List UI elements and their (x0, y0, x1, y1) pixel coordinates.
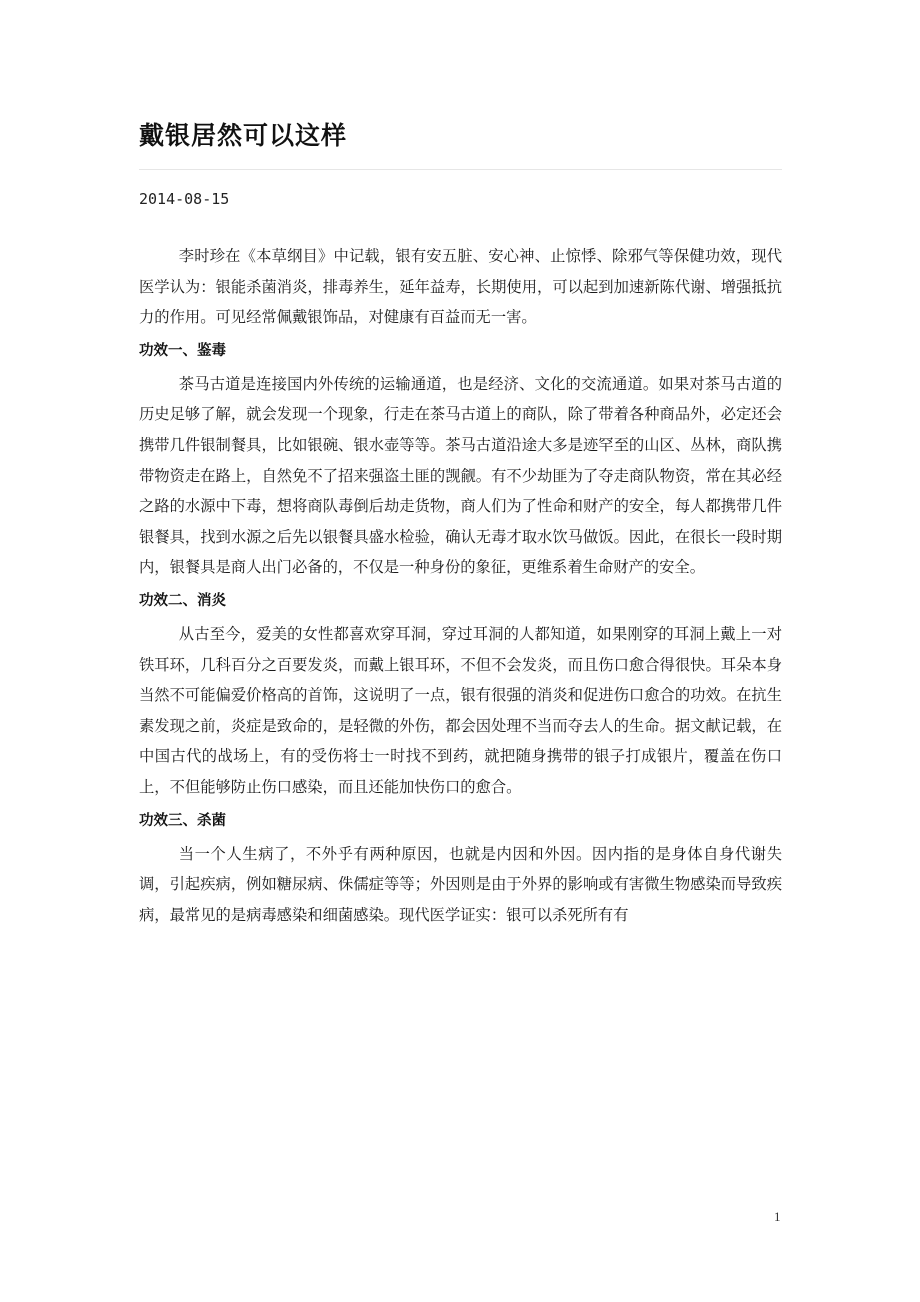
page-number: 1 (774, 1209, 781, 1224)
section-heading-1: 功效一、鉴毒 (139, 342, 226, 359)
intro-paragraph: 李时珍在《本草纲目》中记载，银有安五脏、安心神、止惊悸、除邪气等保健功效，现代医学认为：银能杀菌消炎，排毒养生，延年益寿，长期使用，可以起到加速新陈代谢、增强抵抗力的作用。可见经常佩戴银饰品，对健康有百益而无一害。 (139, 247, 782, 327)
title-divider (139, 169, 782, 170)
section-heading-3: 功效三、杀菌 (139, 812, 226, 829)
article-body (139, 241, 782, 930)
section-heading-2: 功效二、消炎 (139, 592, 226, 609)
article-date: 2014-08-15 (139, 190, 230, 208)
section-paragraph-3: 当一个人生病了，不外乎有两种原因，也就是内因和外因。因内指的是身体自身代谢失调，引起疾病，例如糖尿病、侏儒症等等；外因则是由于外界的影响或有害微生物感染而导致疾病，最常见的是病毒感染和细菌感染。现代医学证实：银可以杀死所有有 (139, 844, 782, 924)
section-paragraph-1: 茶马古道是连接国内外传统的运输通道，也是经济、文化的交流通道。如果对茶马古道的历史足够了解，就会发现一个现象，行走在茶马古道上的商队，除了带着各种商品外，必定还会携带几件银制餐具，比如银碗、银水壶等等。茶马古道沿途大多是迹罕至的山区、丛林，商队携带物资走在路上，自然免不了招来强盗土匪的觊觎。有不少劫匪为了夺走商队物资，常在其必经之路的水源中下毒，想将商队毒倒后劫走货物，商人们为了性命和财产的安全，每人都携带几件银餐具，找到水源之后先以银餐具盛水检验，确认无毒才取水饮马做饭。因此，在很长一段时期内，银餐具是商人出门必备的，不仅是一种身份的象征，更维系着生命财产的安全。 (139, 374, 782, 577)
article-title: 戴银居然可以这样 (139, 121, 348, 150)
section-paragraph-2: 从古至今，爱美的女性都喜欢穿耳洞，穿过耳洞的人都知道，如果刚穿的耳洞上戴上一对铁耳环，几科百分之百要发炎，而戴上银耳环，不但不会发炎，而且伤口愈合得很快。耳朵本身当然不可能偏爱价格高的首饰，这说明了一点，银有很强的消炎和促进伤口愈合的功效。在抗生素发现之前，炎症是致命的，是轻微的外伤，都会因处理不当而夺去人的生命。据文献记载，在中国古代的战场上，有的受伤将士一时找不到药，就把随身携带的银子打成银片，覆盖在伤口上，不但能够防止伤口感染，而且还能加快伤口的愈合。 (139, 624, 782, 796)
